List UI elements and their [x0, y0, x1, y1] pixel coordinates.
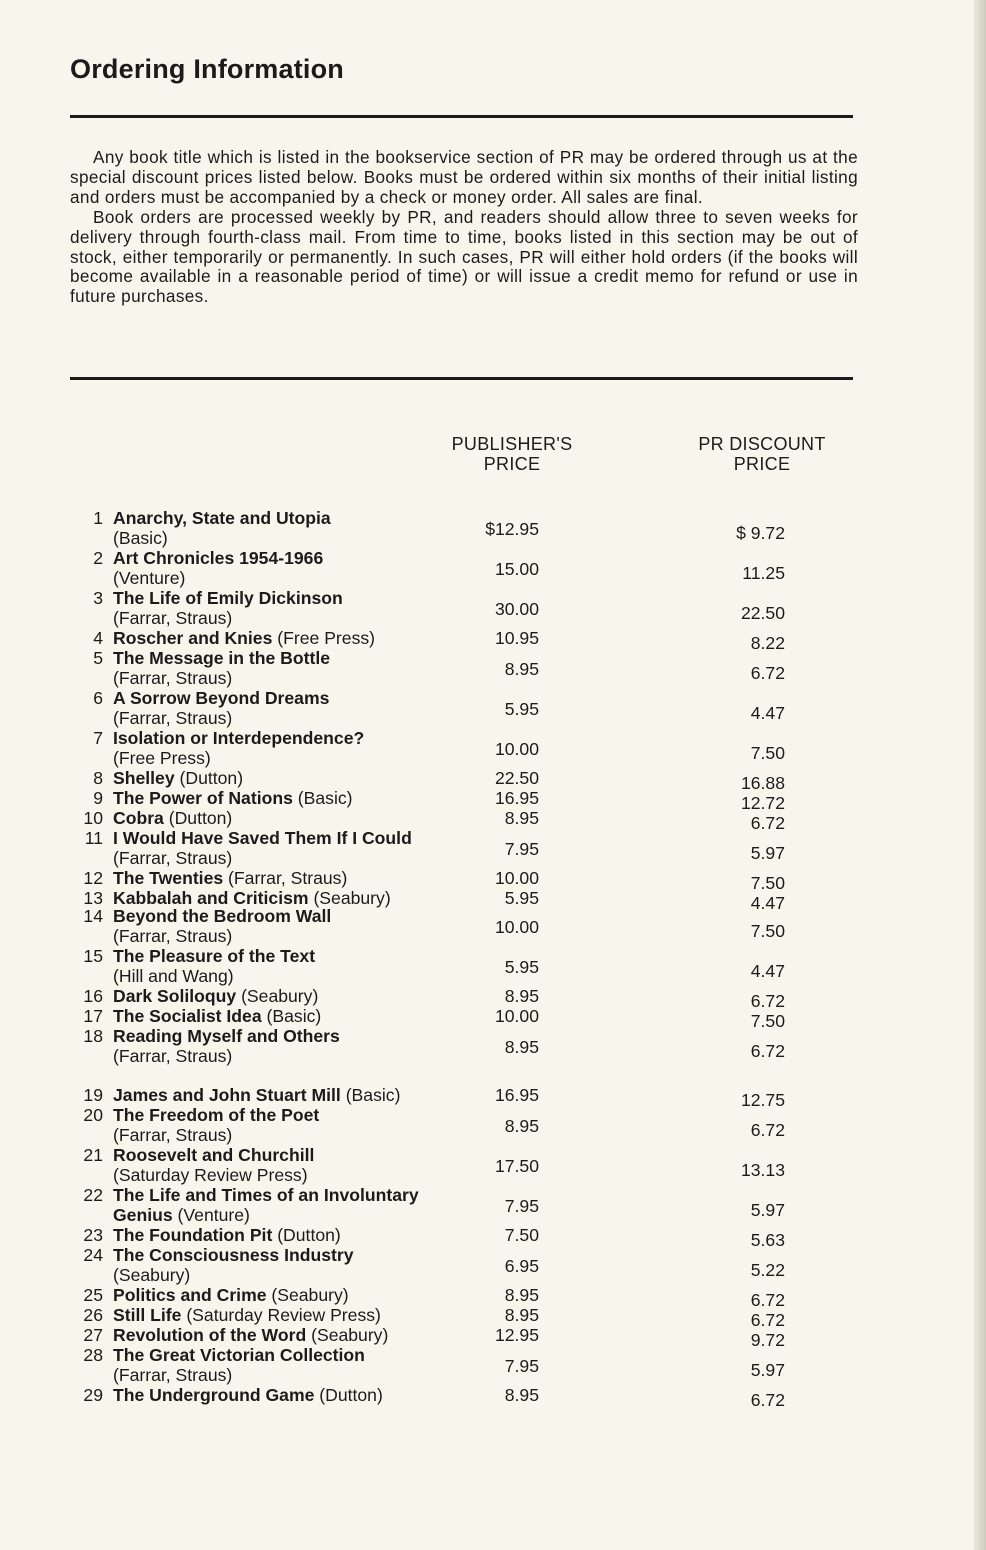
discount-price: 5.63 [750, 1230, 785, 1250]
book-title: A Sorrow Beyond Dreams [113, 688, 330, 708]
book-publisher: (Farrar, Straus) [113, 668, 233, 688]
book-title-line [113, 1085, 400, 1105]
book-row [0, 508, 986, 548]
book-title-line [113, 1245, 354, 1265]
book-number: 8 [93, 768, 103, 788]
book-publisher-line [113, 1365, 232, 1385]
book-row [0, 1225, 986, 1250]
publisher-price: 10.95 [494, 628, 539, 648]
book-publisher: (Basic) [113, 528, 168, 548]
book-publisher-line [113, 568, 185, 588]
book-row [0, 788, 986, 813]
book-row [0, 1385, 986, 1410]
publisher-price: $12.95 [485, 519, 539, 539]
book-title-line [113, 1026, 340, 1046]
publisher-price: 10.00 [494, 917, 539, 937]
book-publisher: (Farrar, Straus) [113, 708, 233, 728]
book-number: 12 [83, 868, 103, 888]
book-number: 10 [83, 808, 103, 828]
discount-price: 13.13 [740, 1160, 785, 1180]
publisher-price: 8.95 [504, 1037, 539, 1057]
book-publisher-line [113, 848, 232, 868]
book-title: The Twenties [113, 868, 224, 888]
discount-price: 6.72 [750, 1390, 785, 1410]
book-publisher: (Saturday Review Press) [186, 1305, 381, 1325]
book-publisher: (Seabury) [271, 1285, 349, 1305]
book-number: 17 [83, 1006, 103, 1026]
book-row [0, 628, 986, 653]
publisher-price: 7.95 [504, 839, 539, 859]
publisher-price: 7.50 [504, 1225, 539, 1245]
book-publisher: (Hill and Wang) [113, 966, 234, 986]
book-publisher-line [113, 608, 232, 628]
book-publisher: (Farrar, Straus) [113, 1365, 233, 1385]
book-number: 5 [93, 648, 103, 668]
publisher-price: 8.95 [504, 808, 539, 828]
book-publisher-line [113, 966, 234, 986]
book-publisher: (Seabury) [311, 1325, 389, 1345]
book-publisher-line [113, 1165, 308, 1185]
book-number: 13 [83, 888, 103, 908]
book-row [0, 1006, 986, 1031]
publisher-price: 8.95 [504, 1116, 539, 1136]
publisher-price-header-line2: PRICE [483, 454, 541, 474]
book-title: Kabbalah and Criticism [113, 888, 309, 908]
book-row [0, 1305, 986, 1330]
discount-price: 6.72 [750, 991, 785, 1011]
book-publisher: (Farrar, Straus) [113, 1046, 233, 1066]
book-title-line [113, 648, 330, 668]
book-title-line [113, 1285, 349, 1305]
publisher-price: 15.00 [494, 559, 539, 579]
book-title-line [113, 728, 364, 748]
book-publisher: (Basic) [345, 1085, 401, 1105]
book-title: The Freedom of the Poet [113, 1105, 320, 1125]
book-number: 22 [83, 1185, 103, 1205]
book-title-line [113, 768, 243, 788]
book-row [0, 828, 986, 868]
book-title-line [113, 1185, 419, 1205]
book-row [0, 588, 986, 628]
book-title: The Pleasure of the Text [113, 946, 316, 966]
publisher-price: 17.50 [494, 1156, 539, 1176]
book-number: 7 [93, 728, 103, 748]
book-row [0, 728, 986, 768]
book-title: Shelley [113, 768, 175, 788]
book-title-line [113, 946, 315, 966]
book-row [0, 1185, 986, 1225]
book-title: Revolution of the Word [113, 1325, 307, 1345]
book-title: The Power of Nations [113, 788, 293, 808]
publisher-price: 5.95 [504, 888, 539, 908]
book-title: Beyond the Bedroom Wall [113, 906, 332, 926]
discount-price: 6.72 [750, 1290, 785, 1310]
discount-price: 5.97 [750, 1360, 785, 1380]
discount-price: 5.97 [750, 1200, 785, 1220]
book-number: 16 [83, 986, 103, 1006]
book-publisher: (Dutton) [168, 808, 233, 828]
publisher-price: 30.00 [494, 599, 539, 619]
book-row [0, 906, 986, 946]
discount-price-header-line2: PRICE [733, 454, 791, 474]
publisher-price: 5.95 [504, 699, 539, 719]
book-publisher-line [113, 926, 232, 946]
book-title: Anarchy, State and Utopia [113, 508, 331, 528]
book-title-line [113, 1305, 381, 1325]
book-publisher: (Venture) [113, 568, 186, 588]
intro-text [70, 148, 858, 307]
book-title: Still Life [113, 1305, 182, 1325]
book-number: 25 [83, 1285, 103, 1305]
book-title-line [113, 808, 232, 828]
discount-price: 16.88 [740, 773, 785, 793]
book-publisher: (Basic) [297, 788, 353, 808]
book-title: Art Chronicles 1954-1966 [113, 548, 324, 568]
discount-price: 6.72 [750, 663, 785, 683]
book-row [0, 1085, 986, 1110]
book-publisher-line [113, 1265, 190, 1285]
discount-price: 12.75 [740, 1090, 785, 1110]
book-publisher-line [113, 528, 168, 548]
book-title: James and John Stuart Mill [113, 1085, 341, 1105]
book-row [0, 688, 986, 728]
book-row [0, 888, 986, 913]
book-title: Reading Myself and Others [113, 1026, 340, 1046]
discount-price: $ 9.72 [736, 523, 785, 543]
book-row [0, 1325, 986, 1350]
discount-price: 4.47 [750, 961, 785, 981]
book-row [0, 1245, 986, 1285]
book-title: The Great Victorian Collection [113, 1345, 365, 1365]
book-title-line [113, 788, 353, 808]
discount-price: 6.72 [750, 813, 785, 833]
book-title-line [113, 1325, 388, 1345]
book-publisher-line [113, 708, 232, 728]
intro-paragraph-2: Book orders are processed weekly by PR, and readers should allow three to seven weeks for delivery through fourth-class mail. From time to time, books listed in this section may be out of stock, either temporarily or permanently. In such cases, PR will either hold orders (if the books will become available in a reasonable period of time) or will issue a credit memo for refund or use in future purchases. [70, 206, 858, 307]
book-row [0, 868, 986, 893]
book-publisher-line [113, 1125, 232, 1145]
book-number: 2 [93, 548, 103, 568]
discount-price: 6.72 [750, 1310, 785, 1330]
discount-price: 4.47 [750, 893, 785, 913]
publisher-price: 10.00 [494, 739, 539, 759]
book-publisher: (Saturday Review Press) [113, 1165, 308, 1185]
book-number: 26 [83, 1305, 103, 1325]
discount-price: 5.97 [750, 843, 785, 863]
book-title-line [113, 906, 331, 926]
book-publisher: (Farrar, Straus) [113, 1125, 233, 1145]
book-number: 24 [83, 1245, 103, 1265]
book-publisher: (Dutton) [179, 768, 244, 788]
book-title: Isolation or Interdependence? [113, 728, 365, 748]
publisher-price: 8.95 [504, 1385, 539, 1405]
book-title-line [113, 628, 375, 648]
book-title-line [113, 828, 412, 848]
publisher-price: 10.00 [494, 868, 539, 888]
book-title-continued-line [113, 1205, 250, 1225]
book-publisher: (Venture) [177, 1205, 250, 1225]
book-publisher: (Free Press) [277, 628, 376, 648]
book-publisher-line [113, 668, 232, 688]
intro-paragraph-1: Any book title which is listed in the bookservice section of PR may be ordered through us at the special discount prices listed below. Books must be ordered within six months of their initial listing and orders must be accompanied by a check or money order. All sales are final. [70, 147, 858, 207]
book-publisher: (Seabury) [113, 1265, 191, 1285]
book-title-line [113, 868, 347, 888]
book-row [0, 986, 986, 1011]
book-number: 18 [83, 1026, 103, 1046]
book-title: The Socialist Idea [113, 1006, 262, 1026]
book-title-line [113, 1225, 341, 1245]
publisher-price: 22.50 [494, 768, 539, 788]
book-publisher: (Farrar, Straus) [113, 848, 233, 868]
book-publisher: (Dutton) [277, 1225, 341, 1245]
book-number: 20 [83, 1105, 103, 1125]
book-title-line [113, 588, 343, 608]
book-title: The Life of Emily Dickinson [113, 588, 343, 608]
discount-price: 11.25 [742, 563, 785, 583]
book-row [0, 1026, 986, 1066]
discount-price: 6.72 [750, 1041, 785, 1061]
divider-bottom [70, 377, 853, 380]
book-row [0, 1285, 986, 1310]
book-title: The Life and Times of an Involuntary [113, 1185, 419, 1205]
book-title-line [113, 1145, 314, 1165]
publisher-price-header [436, 434, 588, 474]
discount-price: 7.50 [750, 743, 785, 763]
book-number: 29 [83, 1385, 103, 1405]
publisher-price: 8.95 [504, 659, 539, 679]
publisher-price: 5.95 [504, 957, 539, 977]
book-title-line [113, 1385, 383, 1405]
page-title: Ordering Information [70, 54, 344, 84]
book-title-line [113, 986, 318, 1006]
book-number: 1 [93, 508, 103, 528]
book-title: Roscher and Knies [113, 628, 273, 648]
book-number: 15 [83, 946, 103, 966]
discount-price: 9.72 [750, 1330, 785, 1350]
publisher-price: 10.00 [494, 1006, 539, 1026]
book-number: 6 [93, 688, 103, 708]
book-number: 11 [84, 828, 103, 848]
book-title-line [113, 508, 331, 528]
publisher-price: 7.95 [504, 1356, 539, 1376]
divider-top [70, 115, 853, 118]
publisher-price: 8.95 [504, 1305, 539, 1325]
discount-price: 22.50 [740, 603, 785, 623]
book-publisher: (Farrar, Straus) [113, 926, 233, 946]
book-publisher-line [113, 748, 211, 768]
book-number: 27 [83, 1325, 103, 1345]
discount-price: 5.22 [750, 1260, 785, 1280]
book-row [0, 1345, 986, 1385]
book-row [0, 946, 986, 986]
discount-price: 8.22 [750, 633, 785, 653]
book-title-line [113, 688, 329, 708]
book-number: 9 [93, 788, 103, 808]
discount-price: 6.72 [750, 1120, 785, 1140]
publisher-price: 6.95 [504, 1256, 539, 1276]
book-row [0, 768, 986, 793]
book-row [0, 808, 986, 833]
book-title: Politics and Crime [113, 1285, 267, 1305]
publisher-price: 8.95 [504, 1285, 539, 1305]
book-number: 23 [83, 1225, 103, 1245]
book-row [0, 648, 986, 688]
book-publisher: (Basic) [266, 1006, 322, 1026]
discount-price-header-line1: PR DISCOUNT [698, 434, 826, 454]
book-title-line [113, 548, 323, 568]
book-publisher: (Farrar, Straus) [113, 608, 233, 628]
book-title: The Underground Game [113, 1385, 315, 1405]
publisher-price: 16.95 [494, 1085, 539, 1105]
book-number: 28 [83, 1345, 103, 1365]
publisher-price-header-line1: PUBLISHER'S [451, 434, 573, 454]
book-number: 3 [93, 588, 103, 608]
book-publisher: (Free Press) [113, 748, 211, 768]
book-title: Dark Soliloquy [113, 986, 237, 1006]
book-title: The Foundation Pit [113, 1225, 273, 1245]
book-publisher-line [113, 1046, 232, 1066]
book-title-line [113, 1006, 321, 1026]
publisher-price: 7.95 [504, 1196, 539, 1216]
book-title: The Consciousness Industry [113, 1245, 354, 1265]
book-title: I Would Have Saved Them If I Could [113, 828, 412, 848]
book-row [0, 1105, 986, 1145]
discount-price: 4.47 [750, 703, 785, 723]
book-publisher: (Seabury) [313, 888, 391, 908]
book-number: 19 [83, 1085, 103, 1105]
book-row [0, 548, 986, 588]
discount-price: 7.50 [750, 873, 785, 893]
book-title-line [113, 888, 391, 908]
book-title: The Message in the Bottle [113, 648, 331, 668]
book-row [0, 1145, 986, 1185]
book-number: 4 [93, 628, 103, 648]
book-publisher: (Dutton) [319, 1385, 383, 1405]
discount-price: 7.50 [750, 921, 785, 941]
book-title-continued: Genius [113, 1205, 173, 1225]
book-title: Cobra [113, 808, 164, 828]
book-title: Roosevelt and Churchill [113, 1145, 315, 1165]
book-number: 21 [83, 1145, 103, 1165]
book-publisher: (Farrar, Straus) [228, 868, 348, 888]
discount-price: 12.72 [740, 793, 785, 813]
book-publisher: (Seabury) [241, 986, 319, 1006]
publisher-price: 16.95 [494, 788, 539, 808]
book-number: 14 [83, 906, 103, 926]
publisher-price: 8.95 [504, 986, 539, 1006]
book-title-line [113, 1345, 365, 1365]
discount-price: 7.50 [750, 1011, 785, 1031]
publisher-price: 12.95 [494, 1325, 539, 1345]
book-title-line [113, 1105, 319, 1125]
discount-price-header [686, 434, 838, 474]
